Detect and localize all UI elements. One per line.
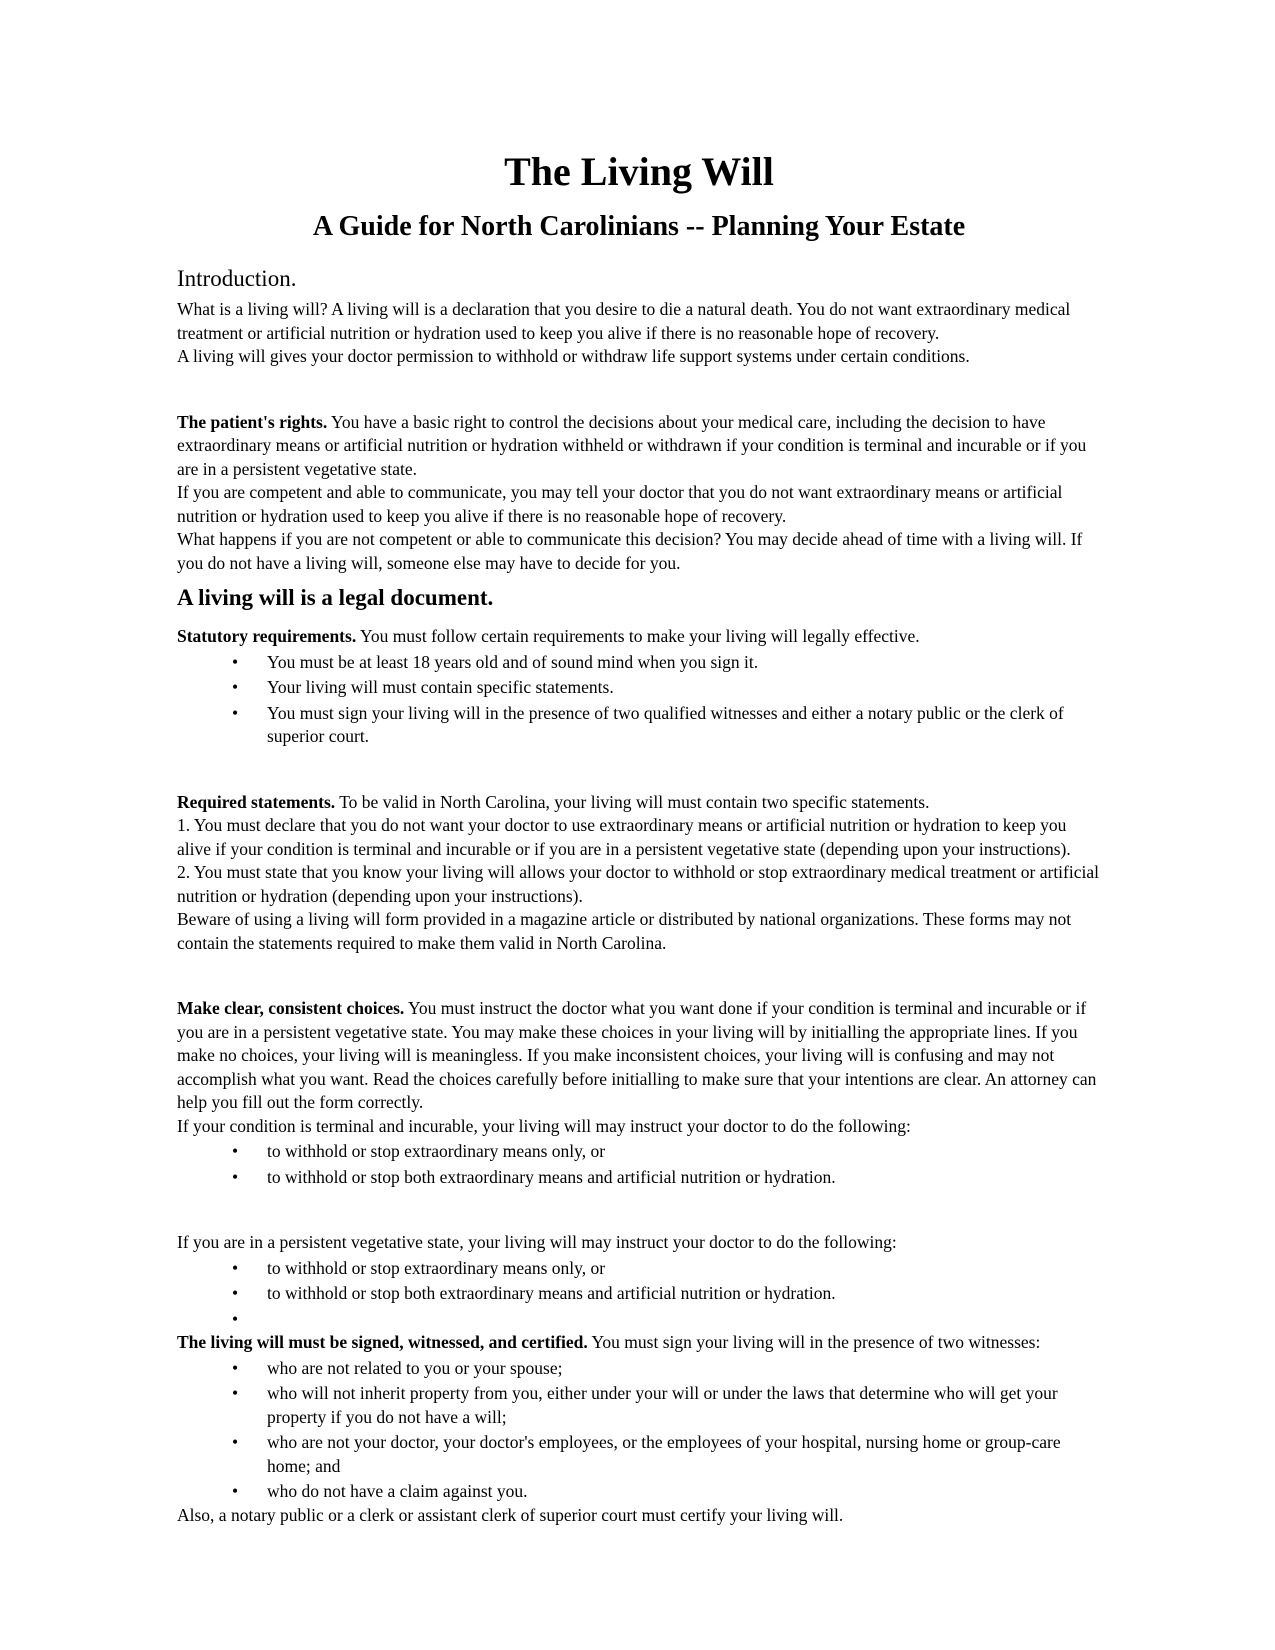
introduction-paragraph-1: What is a living will? A living will is a declaration that you desire to die a natural death. You do not want extraordinary medical treatment or artificial nutrition or hydration used to keep you alive if there is no reasonable hope of recovery. [177,299,1071,343]
bullet-icon: • [232,1432,239,1452]
witness-requirements-list [177,1357,1101,1504]
document-subtitle: A Guide for North Carolinians -- Planning Your Estate [312,211,966,242]
legal-document-heading: A living will is a legal document. [177,585,494,610]
statutory-requirements-lead: Statutory requirements. [177,626,357,646]
consistent-choices-lead: Make clear, consistent choices. [177,998,405,1018]
terminal-condition-list [177,1140,1101,1189]
patients-rights-paragraph-2: If you are competent and able to communicate, you may tell your doctor that you do not want extraordinary means or artificial nutrition or hydration used to keep you alive if there is no reasonable hope of recovery. [177,482,1063,526]
bullet-icon: • [232,1141,239,1161]
list-item-text: to withhold or stop extraordinary means only, or [267,1257,606,1278]
list-item [177,1166,1101,1190]
list-item-text: who do not have a claim against you. [267,1481,528,1501]
statutory-requirements-list [177,651,1101,749]
list-item [177,1140,1101,1164]
vegetative-state-intro: If you are in a persistent vegetative state, your living will may instruct your doctor to do the following: [177,1232,897,1252]
list-item-text: to withhold or stop extraordinary means only, or [267,1141,606,1161]
required-statements-text: To be valid in North Carolina, your living will must contain two specific statements. [339,791,930,812]
vegetative-state-list [177,1257,1101,1332]
list-item [177,1382,1101,1429]
bullet-icon: • [232,1257,239,1278]
list-item [177,651,1101,675]
required-statements-warning: Beware of using a living will form provided in a magazine article or distributed by national organizations. These forms may not contain the statements required to make them valid in North Carolina. [177,909,1072,953]
bullet-icon: • [232,677,239,697]
list-item-text: who are not related to you or your spouse; [267,1357,563,1378]
introduction-heading: Introduction. [177,266,297,291]
required-statement-item-2: 2. You must state that you know your living will allows your doctor to withhold or stop extraordinary medical treatment or artificial nutrition or hydration (depending upon your instructions). [177,862,1099,906]
list-item-text: to withhold or stop both extraordinary means and artificial nutrition or hydration. [267,1283,836,1303]
list-item [177,1357,1101,1381]
bullet-icon: • [232,702,239,723]
list-item-text: who are not your doctor, your doctor's employees, or the employees of your hospital, nursing home or group-care home; and [267,1432,1061,1476]
bullet-icon: • [232,1481,239,1501]
required-statement-item-1: 1. You must declare that you do not want your doctor to use extraordinary means or artificial nutrition or hydration to keep you alive if your condition is terminal and incurable or if you are in a persistent vegetative state (depending upon your instructions). [177,815,1071,859]
bullet-icon: • [232,651,239,672]
bullet-icon: • [232,1308,239,1329]
statutory-requirements-text: You must follow certain requirements to make your living will legally effective. [359,626,920,646]
introduction-paragraph-2: A living will gives your doctor permission to withhold or withdraw life support systems under certain conditions. [177,346,970,366]
consistent-choices-text: You must instruct the doctor what you want done if your condition is terminal and incurable or if you are in a persistent vegetative state. You may make these choices in your living will by initialling the appropriate lines. If you make no choices, your living will is meaningless. If you make inconsistent choices, your living will is confusing and may not accomplish what you want. Read the choices carefully before initialling to make sure that your intentions are clear. An attorney can help you fill out the form correctly. [177,998,1097,1112]
list-item-text: to withhold or stop both extraordinary means and artificial nutrition or hydration. [267,1166,836,1187]
patients-rights-text: You have a basic right to control the decisions about your medical care, including the decision to have extraordinary means or artificial nutrition or hydration withheld or withdrawn if your condition is terminal and incurable or if you are in a persistent vegetative state. [177,411,1087,479]
list-item-text: Your living will must contain specific statements. [267,677,614,697]
certification-note: Also, a notary public or a clerk or assistant clerk of superior court must certify your living will. [177,1504,844,1525]
list-item [177,1431,1101,1478]
document-title: The Living Will [504,149,774,194]
bullet-icon: • [232,1383,239,1403]
signing-paragraph [177,1331,1101,1355]
statutory-requirements-paragraph [177,625,1101,649]
required-statements-paragraph [177,791,1101,815]
list-item [177,676,1101,700]
consistent-choices-paragraph [177,997,1101,1115]
terminal-condition-intro: If your condition is terminal and incurable, your living will may instruct your doctor to do the following: [177,1115,911,1136]
list-item-empty [177,1308,1101,1332]
list-item [177,1480,1101,1504]
list-item-text: who will not inherit property from you, either under your will or under the laws that determine who will get your property if you do not have a will; [267,1383,1058,1427]
patients-rights-paragraph-1 [177,411,1101,482]
list-item [177,1282,1101,1306]
bullet-icon: • [232,1283,239,1303]
patients-rights-paragraph-3: What happens if you are not competent or able to communicate this decision? You may decide ahead of time with a living will. If you do not have a living will, someone else may have to decide for you. [177,529,1083,573]
signing-lead: The living will must be signed, witnessed, and certified. [177,1332,588,1352]
list-item-text: You must be at least 18 years old and of sound mind when you sign it. [267,651,759,672]
signing-text: You must sign your living will in the presence of two witnesses: [591,1332,1041,1352]
list-item [177,702,1101,749]
list-item [177,1257,1101,1281]
list-item-text: You must sign your living will in the presence of two qualified witnesses and either a notary public or the clerk of superior court. [267,702,1064,746]
bullet-icon: • [232,1166,239,1187]
required-statements-lead: Required statements. [177,791,336,812]
patients-rights-lead: The patient's rights. [177,411,328,432]
bullet-icon: • [232,1357,239,1378]
